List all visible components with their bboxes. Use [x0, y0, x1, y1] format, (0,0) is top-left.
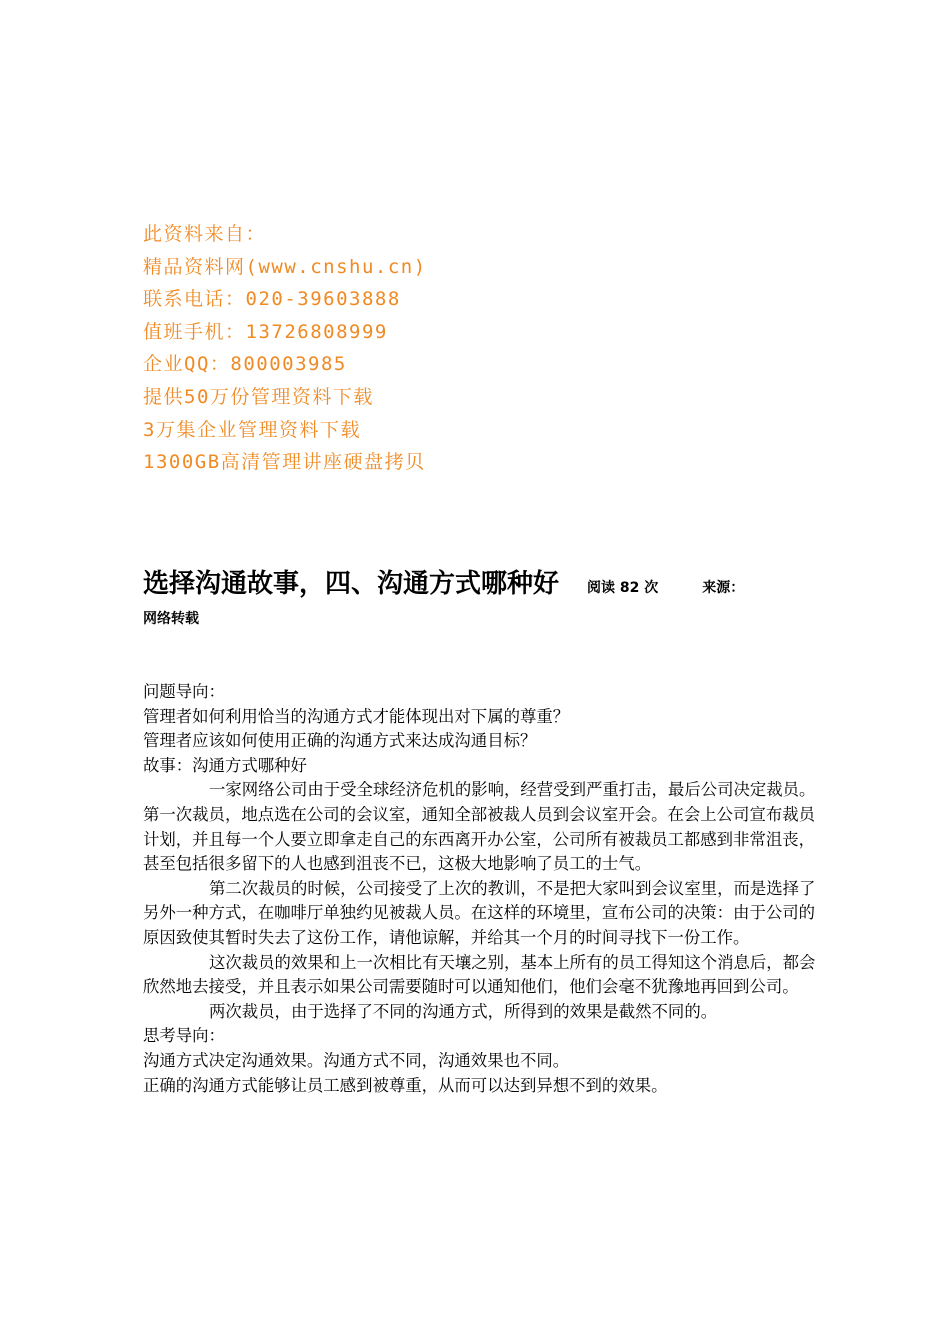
- source-value: 网络转载: [143, 611, 199, 627]
- article-body: [143, 680, 823, 1098]
- promo-website: 精品资料网(www.cnshu.cn): [143, 255, 427, 278]
- promo-source-label: 此资料来自：: [143, 223, 267, 245]
- promo-phone: 联系电话：020-39603888: [143, 288, 401, 311]
- promo-offer-1: 提供50万份管理资料下载: [143, 385, 374, 408]
- section-heading-reflection: 思考导向：: [143, 1026, 225, 1046]
- story-paragraph: 这次裁员的效果和上一次相比有天壤之别，基本上所有的员工得知这个消息后，都会欣然地去接受，并且表示如果公司需要随时可以通知他们，他们会毫不犹豫地再回到公司。: [143, 952, 816, 997]
- story-paragraph: 一家网络公司由于受全球经济危机的影响，经营受到严重打击，最后公司决定裁员。第一次裁员，地点选在公司的会议室，通知全部被裁人员到会议室开会。在会上公司宣布裁员计划，并且每一个人要立即拿走自己的东西离开办公室，公司所有被裁员工都感到非常沮丧，甚至包括很多留下的人也感到沮丧不已，这极大地影响了员工的士气。: [143, 780, 816, 874]
- source-label: 来源：: [702, 580, 745, 596]
- story-heading: 故事：沟通方式哪种好: [143, 755, 307, 775]
- promo-block: [143, 218, 843, 479]
- section-heading-question: 问题导向：: [143, 682, 225, 701]
- reflection-2: 正确的沟通方式能够让员工感到被尊重，从而可以达到异想不到的效果。: [143, 1075, 668, 1095]
- promo-offer-2: 3万集企业管理资料下载: [143, 418, 361, 441]
- question-1: 管理者如何利用恰当的沟通方式才能体现出对下属的尊重？: [143, 706, 570, 726]
- story-paragraph: 两次裁员，由于选择了不同的沟通方式，所得到的效果是截然不同的。: [209, 1001, 718, 1021]
- promo-mobile: 值班手机：13726808999: [143, 320, 388, 343]
- story-paragraph: 第二次裁员的时候，公司接受了上次的教训，不是把大家叫到会议室里，而是选择了另外一种方式，在咖啡厅单独约见被裁人员。在这样的环境里，宣布公司的决策：由于公司的原因致使其暂时失去了这份工作，请他谅解，并给其一个月的时间寻找下一份工作。: [143, 878, 816, 947]
- read-count: 阅读 82 次: [587, 580, 659, 596]
- article-header: [143, 562, 843, 606]
- question-2: 管理者应该如何使用正确的沟通方式来达成沟通目标？: [143, 731, 537, 751]
- promo-qq: 企业QQ：800003985: [143, 353, 347, 376]
- promo-offer-3: 1300GB高清管理讲座硬盘拷贝: [143, 451, 426, 474]
- article-title: 选择沟通故事，四、沟通方式哪种好: [143, 569, 560, 599]
- reflection-1: 沟通方式决定沟通效果。沟通方式不同，沟通效果也不同。: [143, 1050, 570, 1070]
